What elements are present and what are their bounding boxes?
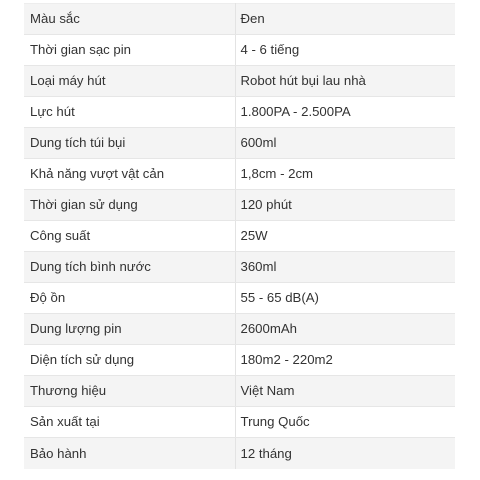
spec-label: Khả năng vượt vật cản: [24, 159, 235, 190]
spec-value: Robot hút bụi lau nhà: [235, 66, 455, 97]
spec-label: Thời gian sạc pin: [24, 35, 235, 66]
spec-row-area: [24, 345, 455, 376]
spec-value: 25W: [235, 221, 455, 252]
spec-row-brand: [24, 376, 455, 407]
spec-label: Màu sắc: [24, 4, 235, 35]
spec-value: 120 phút: [235, 190, 455, 221]
spec-label: Dung tích túi bụi: [24, 128, 235, 159]
spec-value: 600ml: [235, 128, 455, 159]
spec-value: Đen: [235, 4, 455, 35]
spec-value: 1,8cm - 2cm: [235, 159, 455, 190]
spec-value: Trung Quốc: [235, 407, 455, 438]
spec-row-battery: [24, 314, 455, 345]
spec-row-power: [24, 221, 455, 252]
spec-row-suction: [24, 97, 455, 128]
spec-row-obstacle: [24, 159, 455, 190]
spec-row-dust-capacity: [24, 128, 455, 159]
spec-value: 1.800PA - 2.500PA: [235, 97, 455, 128]
spec-value: 360ml: [235, 252, 455, 283]
spec-row-water-tank: [24, 252, 455, 283]
spec-value: 4 - 6 tiếng: [235, 35, 455, 66]
spec-value: Việt Nam: [235, 376, 455, 407]
spec-label: Thương hiệu: [24, 376, 235, 407]
spec-label: Công suất: [24, 221, 235, 252]
spec-label: Dung lượng pin: [24, 314, 235, 345]
spec-label: Bảo hành: [24, 438, 235, 469]
spec-row-warranty: [24, 438, 455, 469]
spec-table: [24, 3, 455, 469]
spec-value: 180m2 - 220m2: [235, 345, 455, 376]
spec-label: Diện tích sử dụng: [24, 345, 235, 376]
spec-row-made-in: [24, 407, 455, 438]
spec-row-charge-time: [24, 35, 455, 66]
spec-label: Dung tích bình nước: [24, 252, 235, 283]
spec-row-run-time: [24, 190, 455, 221]
spec-label: Sản xuất tại: [24, 407, 235, 438]
spec-row-color: [24, 4, 455, 35]
spec-label: Độ ồn: [24, 283, 235, 314]
spec-value: 2600mAh: [235, 314, 455, 345]
spec-value: 55 - 65 dB(A): [235, 283, 455, 314]
spec-value: 12 tháng: [235, 438, 455, 469]
spec-label: Loại máy hút: [24, 66, 235, 97]
spec-row-noise: [24, 283, 455, 314]
spec-label: Lực hút: [24, 97, 235, 128]
spec-label: Thời gian sử dụng: [24, 190, 235, 221]
spec-row-vacuum-type: [24, 66, 455, 97]
